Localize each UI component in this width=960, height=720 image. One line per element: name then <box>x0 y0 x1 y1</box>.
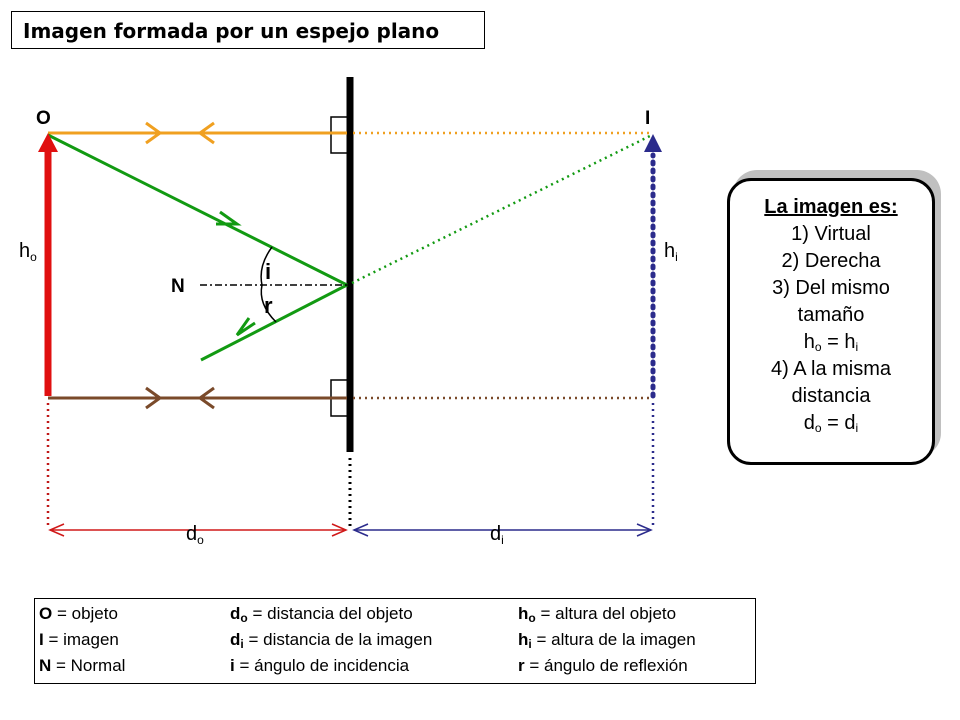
normal-label: N <box>171 276 185 297</box>
property-virtual: 1) Virtual <box>791 223 871 245</box>
object-height-label: $h_o$ <box>19 240 37 264</box>
legend-normal: N = Normal <box>39 656 126 675</box>
image-arrow-head <box>644 134 662 152</box>
legend-image: I = imagen <box>39 630 119 649</box>
image-properties-box <box>727 178 935 465</box>
legend-image-distance: $d_i$ = distancia de la imagen <box>230 630 433 651</box>
reflected-ray <box>201 285 347 360</box>
legend-incidence-angle: i = ángulo de incidencia <box>230 656 410 675</box>
properties-header: La imagen es: <box>764 196 898 218</box>
height-equation: $h_o = h_i$ <box>803 331 859 354</box>
property-same-distance-line1: 4) A la misma <box>770 358 892 380</box>
property-same-size-line1: 3) Del mismo <box>772 277 890 299</box>
image-height-label: $h_i$ <box>664 240 678 264</box>
property-same-size-line2: tamaño <box>797 304 865 326</box>
diagram-title: Imagen formada por un espejo plano <box>23 19 440 43</box>
legend-object-height: $h_o$ = altura del objeto <box>518 604 677 625</box>
property-upright: 2) Derecha <box>781 250 881 272</box>
property-same-distance-line2: distancia <box>791 385 871 407</box>
object-distance-label: $d_o$ <box>186 523 204 547</box>
legend-reflection-angle: r = ángulo de reflexión <box>518 656 688 675</box>
legend-box <box>34 598 756 684</box>
right-angle-mark-top <box>331 117 348 153</box>
incidence-label: i <box>265 259 272 284</box>
legend-image-height: $h_i$ = altura de la imagen <box>518 630 696 651</box>
incident-ray <box>48 135 347 285</box>
object-label: O <box>36 108 51 129</box>
legend-object-distance: $d_o$ = distancia del objeto <box>230 604 413 625</box>
object-arrow-head <box>38 133 58 152</box>
reflected-ray-virtual-extension <box>352 136 650 283</box>
image-label: I <box>645 108 651 129</box>
distance-equation: $d_o = d_i$ <box>803 412 859 435</box>
reflection-label: r <box>264 293 273 318</box>
legend-object: O = objeto <box>39 604 118 623</box>
image-distance-label: $d_i$ <box>490 523 504 547</box>
